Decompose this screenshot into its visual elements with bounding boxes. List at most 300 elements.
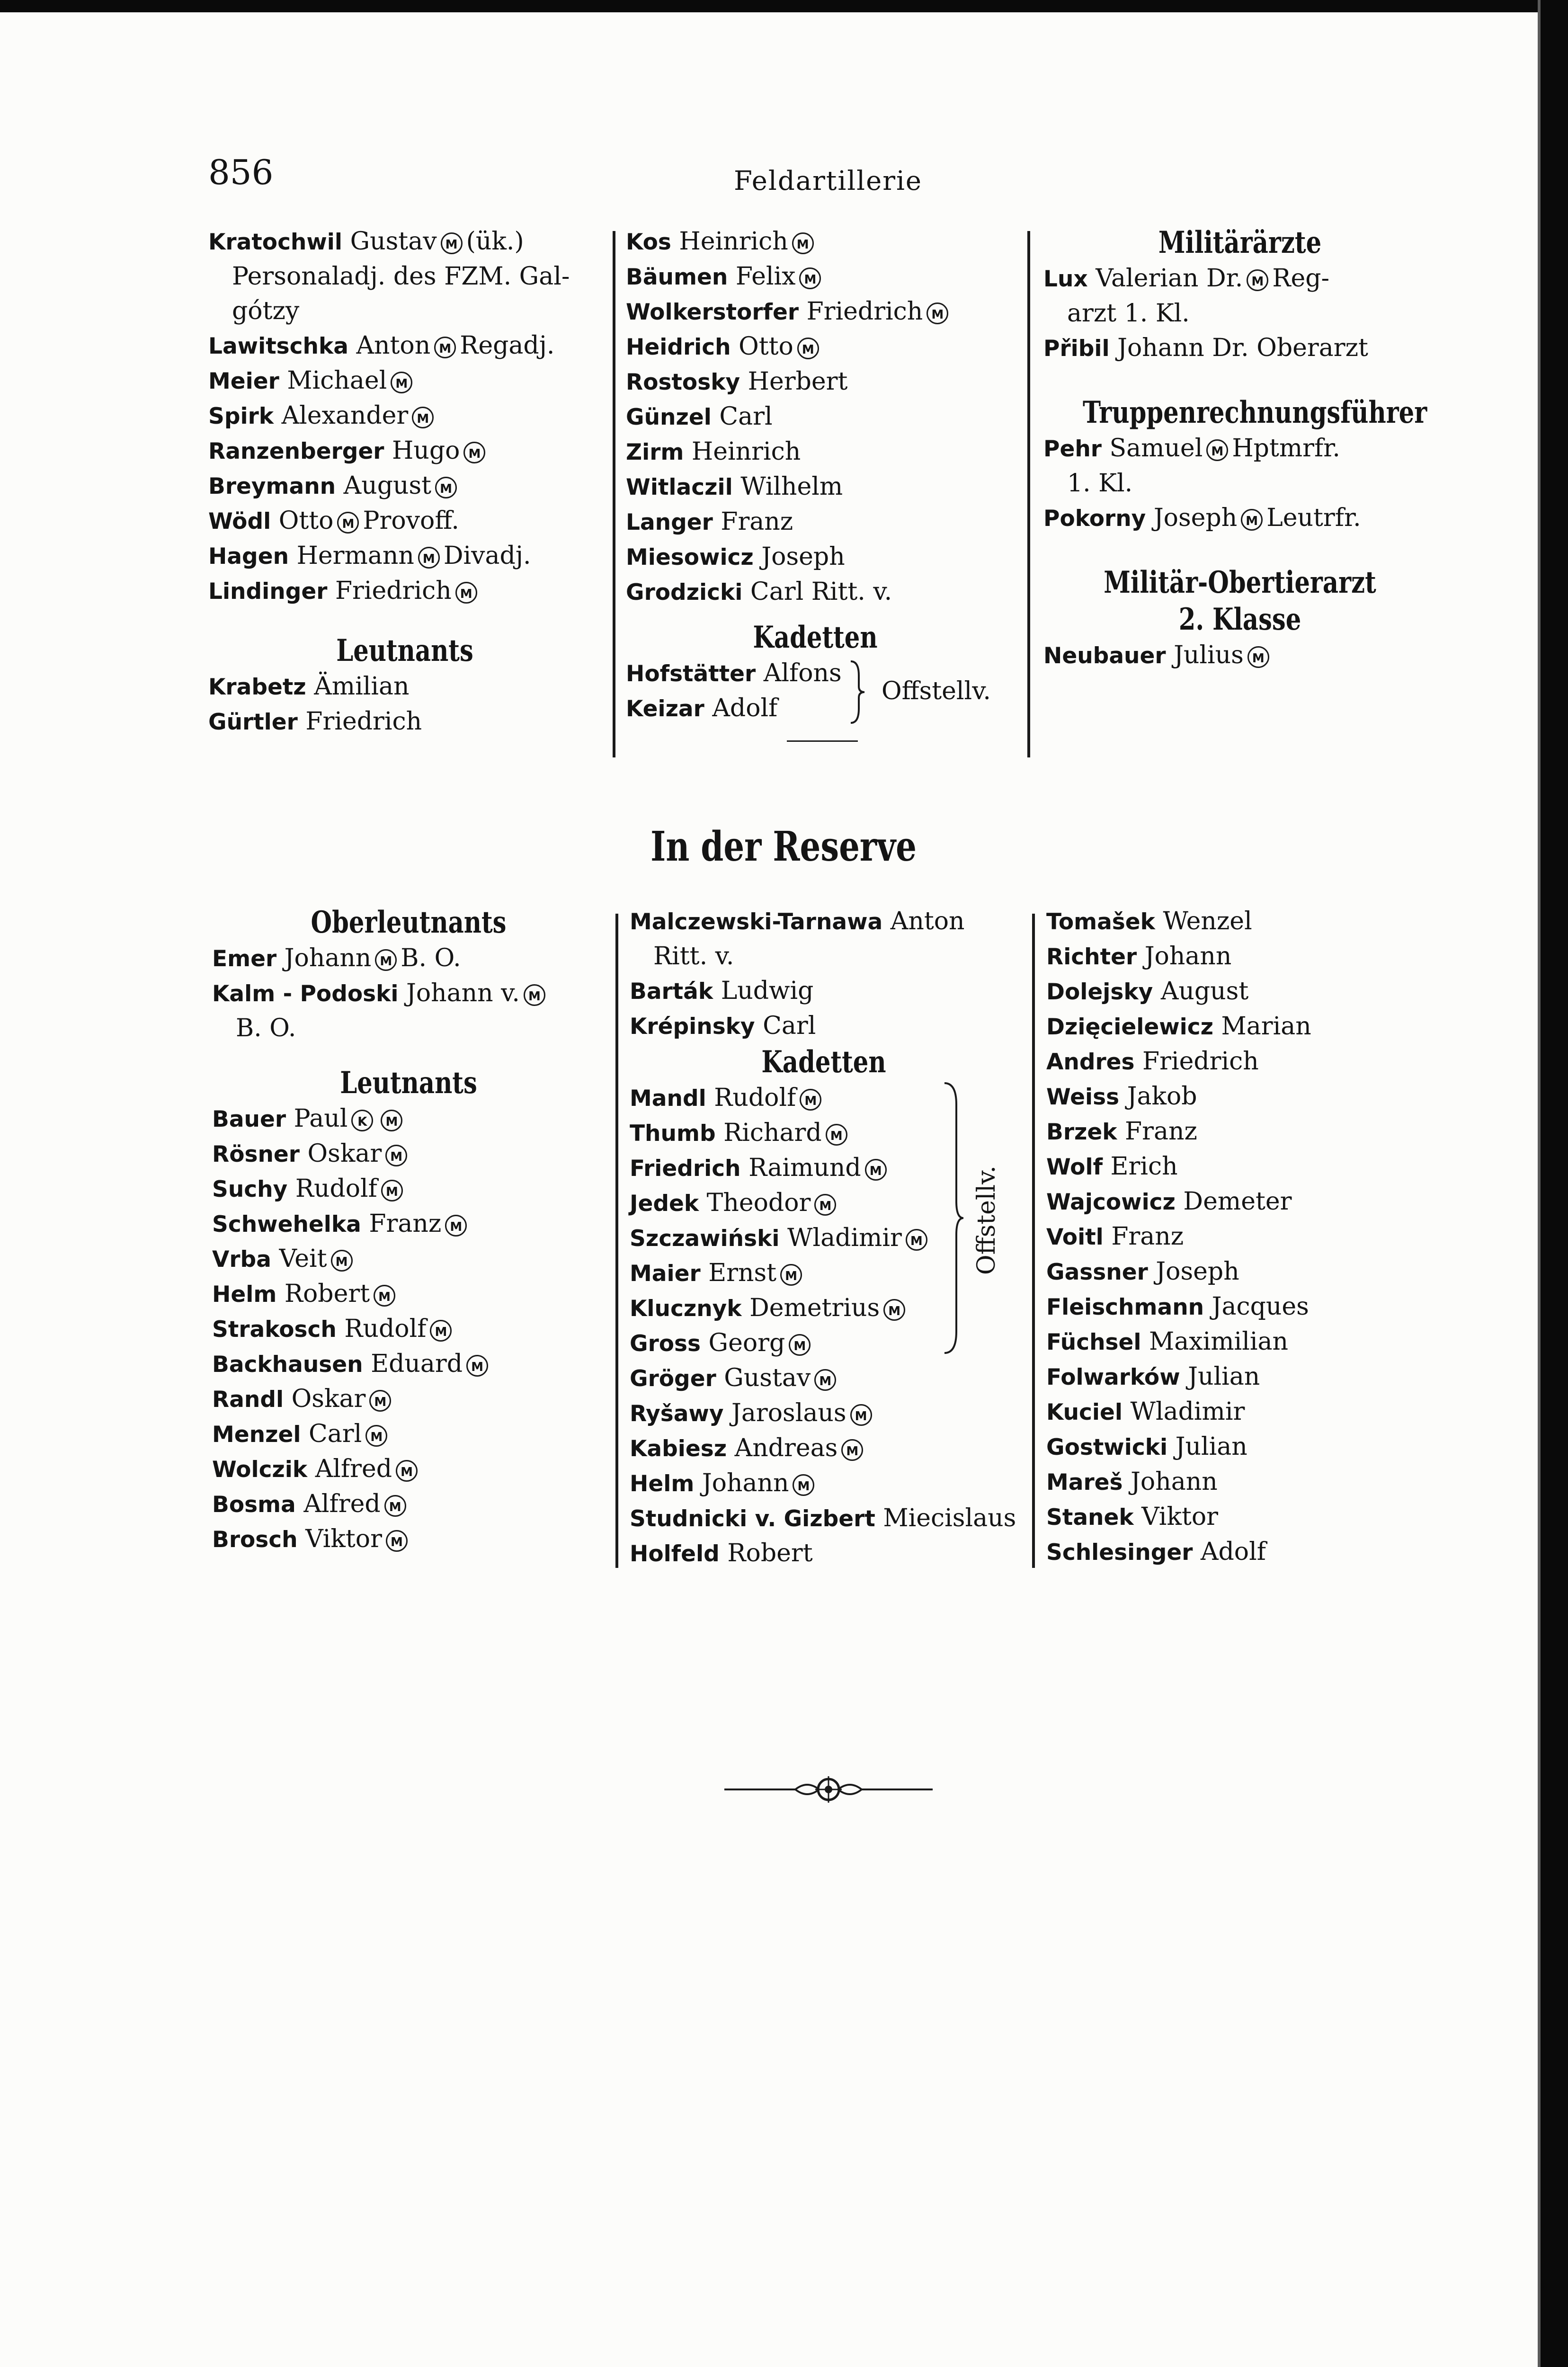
given-name: Rudolf (344, 1315, 427, 1343)
roster-entry (208, 434, 601, 469)
surname: Schlesinger (1046, 1539, 1193, 1566)
surname: Backhausen (212, 1352, 363, 1378)
surname: Jedek (630, 1191, 699, 1217)
given-name: Theodor (706, 1189, 811, 1217)
m-mark-icon: M (865, 1159, 887, 1181)
roster-entry (630, 974, 1018, 1009)
surname: Hagen (208, 543, 289, 570)
surname: Gröger (630, 1366, 716, 1392)
given-name: Joseph (1156, 1257, 1239, 1286)
given-name: Felix (735, 262, 796, 291)
heading-militaer-obertierarzt: Militär-Obertierarzt (1104, 565, 1376, 600)
given-name: Franz (1111, 1222, 1184, 1251)
entry-continuation: 1. Kl. (1067, 469, 1133, 498)
roster-entry (1043, 501, 1436, 536)
given-name: Veit (279, 1245, 327, 1273)
surname: Lindinger (208, 578, 328, 605)
given-name: Johann Dr. Oberarzt (1117, 334, 1368, 362)
given-name: Carl (719, 402, 773, 431)
surname: Barták (630, 979, 713, 1005)
roster-entry (212, 1347, 605, 1382)
roster-entry (212, 1382, 605, 1417)
surname: Krabetz (208, 674, 306, 700)
surname: Stanek (1046, 1504, 1134, 1531)
short-rule (787, 740, 858, 742)
given-name: Otto (278, 507, 334, 535)
surname: Friedrich (630, 1156, 741, 1182)
m-mark-icon: M (883, 1299, 905, 1321)
surname: Krépinsky (630, 1014, 755, 1040)
roster-entry (1046, 1325, 1444, 1360)
m-mark-icon: M (792, 232, 814, 254)
surname: Spirk (208, 403, 274, 429)
roster-entry (626, 294, 1005, 329)
roster-entry (1046, 1465, 1444, 1500)
entry-continuation: Personaladj. des FZM. Gal- (232, 262, 570, 291)
roster-entry (212, 1487, 605, 1522)
surname: Rostosky (626, 369, 740, 395)
given-name: Jaroslaus (731, 1399, 846, 1427)
roster-entry (208, 504, 601, 539)
surname: Pehr (1043, 436, 1102, 462)
surname: Holfeld (630, 1541, 720, 1567)
given-name: Robert (284, 1280, 370, 1308)
running-head: Feldartillerie (734, 166, 923, 196)
m-mark-icon: M (793, 1474, 814, 1496)
roster-entry (212, 1452, 605, 1487)
surname: Heidrich (626, 334, 731, 360)
surname: Pokorny (1043, 506, 1146, 532)
m-mark-icon: M (906, 1229, 927, 1251)
rank-note: Hptmrfr. (1232, 434, 1340, 463)
m-mark-icon: M (412, 407, 434, 428)
surname: Wolf (1046, 1154, 1103, 1180)
heading-kadetten: Kadetten (761, 1044, 886, 1080)
given-name: Viktor (305, 1525, 382, 1553)
surname: Wajcowicz (1046, 1189, 1176, 1215)
roster-entry (630, 1361, 1018, 1396)
given-name: Heinrich (691, 437, 801, 466)
roster-entry (630, 1501, 1018, 1536)
top-column-2 (626, 224, 1005, 742)
given-name: Johann (284, 944, 372, 972)
given-name: Demeter (1183, 1187, 1292, 1216)
roster-entry (212, 1242, 605, 1277)
given-name: Eduard (371, 1350, 463, 1378)
surname: Vrba (212, 1246, 271, 1272)
column-rule (613, 231, 615, 757)
given-name: Paul (294, 1104, 348, 1133)
roster-entry (212, 976, 605, 1011)
given-name: Samuel (1109, 434, 1203, 463)
heading-militaeraerzte: Militärärzte (1158, 225, 1322, 260)
surname: Andres (1046, 1049, 1135, 1075)
given-name: Franz (1125, 1117, 1197, 1146)
m-mark-icon: M (396, 1460, 418, 1482)
roster-entry (1046, 1360, 1444, 1395)
m-mark-icon: M (780, 1264, 802, 1286)
given-name: Ämilian (314, 672, 410, 701)
m-mark-icon: M (385, 1145, 407, 1166)
section-title-reserve: In der Reserve (650, 823, 917, 871)
m-mark-icon: M (381, 1110, 402, 1131)
roster-entry (1046, 1290, 1444, 1325)
given-name: Marian (1221, 1012, 1311, 1041)
m-mark-icon: M (441, 232, 463, 254)
surname: Fleischmann (1046, 1294, 1204, 1320)
surname: Kalm - Podoski (212, 981, 399, 1007)
m-mark-icon: M (386, 1530, 408, 1552)
roster-entry (630, 1009, 1018, 1044)
surname: Maier (630, 1261, 701, 1287)
m-mark-icon: M (789, 1334, 811, 1356)
surname: Gross (630, 1331, 701, 1357)
m-mark-icon: M (466, 1355, 488, 1377)
given-name: Alfred (315, 1455, 392, 1483)
surname: Emer (212, 946, 277, 972)
given-name: Herbert (748, 367, 848, 396)
m-mark-icon: M (841, 1439, 863, 1461)
given-name: Andreas (734, 1434, 838, 1462)
m-mark-icon: M (797, 338, 819, 359)
m-mark-icon: M (391, 372, 412, 393)
given-name: Demetrius (749, 1294, 880, 1322)
m-mark-icon: M (434, 337, 456, 358)
surname: Kuciel (1046, 1399, 1123, 1425)
given-name: Joseph (761, 543, 845, 571)
given-name: Jacques (1212, 1292, 1309, 1321)
given-name: Johann v. (406, 979, 520, 1007)
given-name: Wenzel (1163, 907, 1252, 935)
given-name: Adolf (712, 694, 778, 722)
surname: Lux (1043, 266, 1088, 292)
rank-note: (ük.) (466, 227, 524, 256)
m-mark-icon: M (1247, 269, 1268, 291)
m-mark-icon: M (1241, 509, 1263, 531)
m-mark-icon: M (826, 1124, 847, 1146)
given-name: August (1160, 977, 1249, 1006)
heading-kadetten: Kadetten (753, 620, 878, 655)
surname: Dzięcielewicz (1046, 1014, 1213, 1040)
scan-border-top (0, 0, 1568, 12)
page-number: 856 (208, 152, 274, 192)
surname: Voitl (1046, 1224, 1104, 1250)
given-name: Hermann (296, 542, 414, 570)
roster-entry (212, 1417, 605, 1452)
surname: Weiss (1046, 1084, 1120, 1110)
given-name: Hugo (392, 436, 460, 465)
roster-entry (1046, 1535, 1444, 1570)
roster-entry (630, 1396, 1018, 1431)
roster-entry (208, 669, 601, 704)
entry-continuation: B. O. (236, 1014, 296, 1042)
surname: Bosma (212, 1492, 296, 1518)
surname: Miesowicz (626, 544, 754, 570)
entry-continuation: arzt 1. Kl. (1067, 299, 1190, 328)
entry-continuation: Ritt. v. (653, 942, 734, 970)
roster-entry (1046, 904, 1444, 939)
surname: Zirm (626, 439, 684, 465)
column-rule (1027, 231, 1030, 757)
roster-entry (1046, 1009, 1444, 1044)
roster-entry (212, 1102, 605, 1137)
roster-entry (1046, 1114, 1444, 1149)
roster-entry (212, 1522, 605, 1557)
surname: Malczewski-Tarnawa (630, 909, 883, 935)
surname: Brosch (212, 1527, 298, 1553)
roster-entry (630, 904, 1018, 939)
surname: Wolczik (212, 1457, 308, 1483)
surname: Wödl (208, 508, 271, 534)
given-name: Otto (739, 332, 793, 361)
surname: Suchy (212, 1176, 288, 1202)
surname: Grodzicki (626, 579, 743, 605)
surname: Mareš (1046, 1469, 1123, 1495)
given-name: Franz (369, 1210, 442, 1238)
m-mark-icon: M (463, 442, 485, 463)
given-name: Carl (763, 1012, 816, 1040)
given-name: Carl (308, 1420, 362, 1448)
roster-entry (208, 469, 601, 504)
m-mark-icon: M (799, 267, 821, 289)
entry-continuation: gótzy (232, 297, 300, 325)
given-name: Julian (1188, 1362, 1260, 1391)
given-name: Franz (721, 507, 793, 536)
heading-truppenrechnungsfuehrer: Truppenrechnungsführer (1083, 395, 1427, 430)
m-mark-icon: M (365, 1425, 387, 1447)
surname: Dolejsky (1046, 979, 1153, 1005)
roster-entry (626, 470, 1005, 505)
surname: Lawitschka (208, 333, 348, 359)
surname: Mandl (630, 1086, 706, 1112)
roster-entry (212, 1207, 605, 1242)
m-mark-icon: M (524, 984, 545, 1006)
surname: Füchsel (1046, 1329, 1141, 1355)
surname: Schwehelka (212, 1211, 361, 1237)
given-name: Wilhelm (740, 472, 843, 501)
heading-leutnants: Leutnants (340, 1065, 477, 1101)
roster-entry (626, 540, 1005, 575)
surname: Helm (630, 1471, 695, 1497)
given-name: Julius (1174, 641, 1244, 669)
given-name: Oskar (291, 1385, 366, 1413)
surname: Menzel (212, 1422, 301, 1448)
m-mark-icon: M (375, 949, 397, 971)
given-name: Rudolf (714, 1084, 796, 1112)
surname: Hofstätter (626, 661, 756, 687)
heading-oberleutnants: Oberleutnants (311, 905, 507, 940)
surname: Gassner (1046, 1259, 1148, 1285)
surname: Bäumen (626, 264, 728, 290)
given-name: Anton (890, 907, 965, 935)
given-name: Richard (723, 1119, 822, 1147)
given-name: Alfons (763, 659, 842, 687)
given-name: Erich (1110, 1152, 1178, 1181)
m-mark-icon: M (1247, 646, 1269, 668)
roster-entry (626, 365, 1005, 400)
roster-entry (208, 704, 601, 739)
surname: Meier (208, 368, 279, 394)
given-name: Friedrich (806, 297, 923, 326)
surname: Přibil (1043, 336, 1110, 362)
surname: Langer (626, 509, 713, 535)
surname: Richter (1046, 944, 1137, 970)
m-mark-icon: M (418, 547, 440, 569)
surname: Ranzenberger (208, 438, 384, 464)
roster-entry (626, 400, 1005, 435)
roster-entry (208, 574, 601, 609)
heading-leutnants: Leutnants (336, 633, 473, 668)
roster-entry (212, 1172, 605, 1207)
m-mark-icon: M (381, 1180, 403, 1201)
surname: Günzel (626, 404, 712, 430)
bottom-column-2 (630, 904, 1018, 1571)
surname: Bauer (212, 1106, 286, 1132)
given-name: Michael (287, 366, 387, 395)
m-mark-icon: M (800, 1089, 821, 1111)
surname: Keizar (626, 696, 704, 722)
m-mark-icon: M (369, 1390, 391, 1412)
k-mark-icon: K (351, 1110, 373, 1131)
surname: Kratochwil (208, 229, 343, 255)
roster-entry (626, 435, 1005, 470)
given-name: Carl Ritt. v. (750, 578, 892, 606)
surname: Strakosch (212, 1317, 337, 1343)
m-mark-icon: M (384, 1495, 406, 1517)
m-mark-icon: M (435, 477, 457, 498)
roster-entry (1046, 1430, 1444, 1465)
top-column-3 (1043, 224, 1436, 673)
surname: Neubauer (1043, 643, 1166, 669)
given-name: Valerian Dr. (1096, 264, 1243, 293)
rank-note: Regadj. (460, 331, 555, 360)
roster-entry (208, 364, 601, 399)
surname: Brzek (1046, 1119, 1117, 1145)
surname: Folwarków (1046, 1364, 1180, 1390)
surname: Kos (626, 229, 671, 255)
given-name: August (343, 472, 432, 500)
roster-entry (1043, 261, 1436, 296)
roster-entry (208, 329, 601, 364)
roster-entry (1046, 1149, 1444, 1184)
given-name: Raimund (748, 1154, 861, 1182)
surname: Ryšawy (630, 1401, 724, 1427)
surname: Tomašek (1046, 909, 1155, 935)
bottom-column-1 (212, 904, 605, 1557)
roster-entry (212, 941, 605, 976)
rank-note: B. O. (401, 944, 461, 972)
m-mark-icon: M (374, 1285, 395, 1307)
m-mark-icon: M (337, 512, 359, 534)
roster-entry (1043, 331, 1436, 366)
surname: Studnicki v. Gizbert (630, 1506, 875, 1532)
given-name: Johann (1144, 942, 1232, 970)
column-rule (1032, 914, 1035, 1568)
surname: Witlaczil (626, 474, 733, 500)
scan-border-right (1541, 0, 1568, 2367)
roster-entry (212, 1137, 605, 1172)
heading-klasse: 2. Klasse (1178, 602, 1301, 637)
given-name: Julian (1175, 1433, 1247, 1461)
surname: Thumb (630, 1121, 716, 1147)
given-name: Viktor (1141, 1503, 1219, 1531)
m-mark-icon: M (445, 1215, 467, 1237)
given-name: Gustav (350, 227, 437, 256)
given-name: Heinrich (679, 227, 788, 256)
rank-note: Divadj. (443, 542, 531, 570)
m-mark-icon: M (927, 303, 948, 324)
given-name: Maximilian (1149, 1327, 1288, 1356)
roster-entry (212, 1277, 605, 1312)
ornament-icon (724, 1771, 933, 1808)
given-name: Friedrich (305, 707, 422, 736)
rank-note: Reg- (1272, 264, 1330, 293)
given-name: Johann (1131, 1468, 1218, 1496)
m-mark-icon: M (331, 1250, 353, 1272)
rank-note: Leutrfr. (1266, 504, 1361, 532)
roster-entry (1046, 974, 1444, 1009)
m-mark-icon: M (814, 1369, 836, 1391)
roster-entry (626, 575, 1005, 610)
given-name: Gustav (724, 1364, 811, 1392)
given-name: Jakob (1127, 1082, 1197, 1111)
given-name: Adolf (1200, 1538, 1266, 1566)
m-mark-icon: M (814, 1194, 836, 1216)
given-name: Miecislaus (883, 1504, 1016, 1532)
top-column-1 (208, 224, 601, 739)
roster-entry (626, 329, 1005, 365)
given-name: Alfred (303, 1490, 381, 1518)
m-mark-icon: M (455, 582, 477, 604)
given-name: Johann (702, 1469, 789, 1497)
brace-icon (942, 1081, 966, 1355)
m-mark-icon: M (1206, 439, 1228, 461)
roster-entry (212, 1312, 605, 1347)
roster-entry (630, 1431, 1018, 1466)
roster-entry (1046, 1184, 1444, 1219)
surname: Gürtler (208, 709, 298, 735)
roster-entry (1046, 1079, 1444, 1114)
given-name: Georg (708, 1329, 785, 1357)
roster-entry (630, 1466, 1018, 1501)
given-name: Friedrich (335, 577, 452, 605)
roster-entry (1046, 1044, 1444, 1079)
roster-entry (1046, 939, 1444, 974)
roster-entry (626, 224, 1005, 259)
brace-note: Offstellv. (882, 677, 991, 705)
given-name: Ludwig (721, 977, 814, 1005)
surname: Wolkerstorfer (626, 299, 799, 325)
roster-entry (208, 224, 601, 259)
surname: Klucznyk (630, 1296, 742, 1322)
surname: Randl (212, 1387, 284, 1413)
surname: Kabiesz (630, 1436, 727, 1462)
brace-note: Offstellv. (972, 1166, 1001, 1275)
roster-entry (1046, 1255, 1444, 1290)
roster-entry (1046, 1500, 1444, 1535)
surname: Szczawiński (630, 1226, 780, 1252)
roster-entry (1043, 638, 1436, 673)
roster-entry (630, 1536, 1018, 1571)
roster-entry (1046, 1395, 1444, 1430)
surname: Helm (212, 1281, 277, 1308)
given-name: Alexander (281, 401, 409, 430)
bottom-column-3 (1046, 904, 1444, 1570)
surname: Rösner (212, 1141, 300, 1167)
given-name: Robert (727, 1539, 813, 1567)
roster-entry (1043, 431, 1436, 466)
m-mark-icon: M (850, 1404, 872, 1426)
